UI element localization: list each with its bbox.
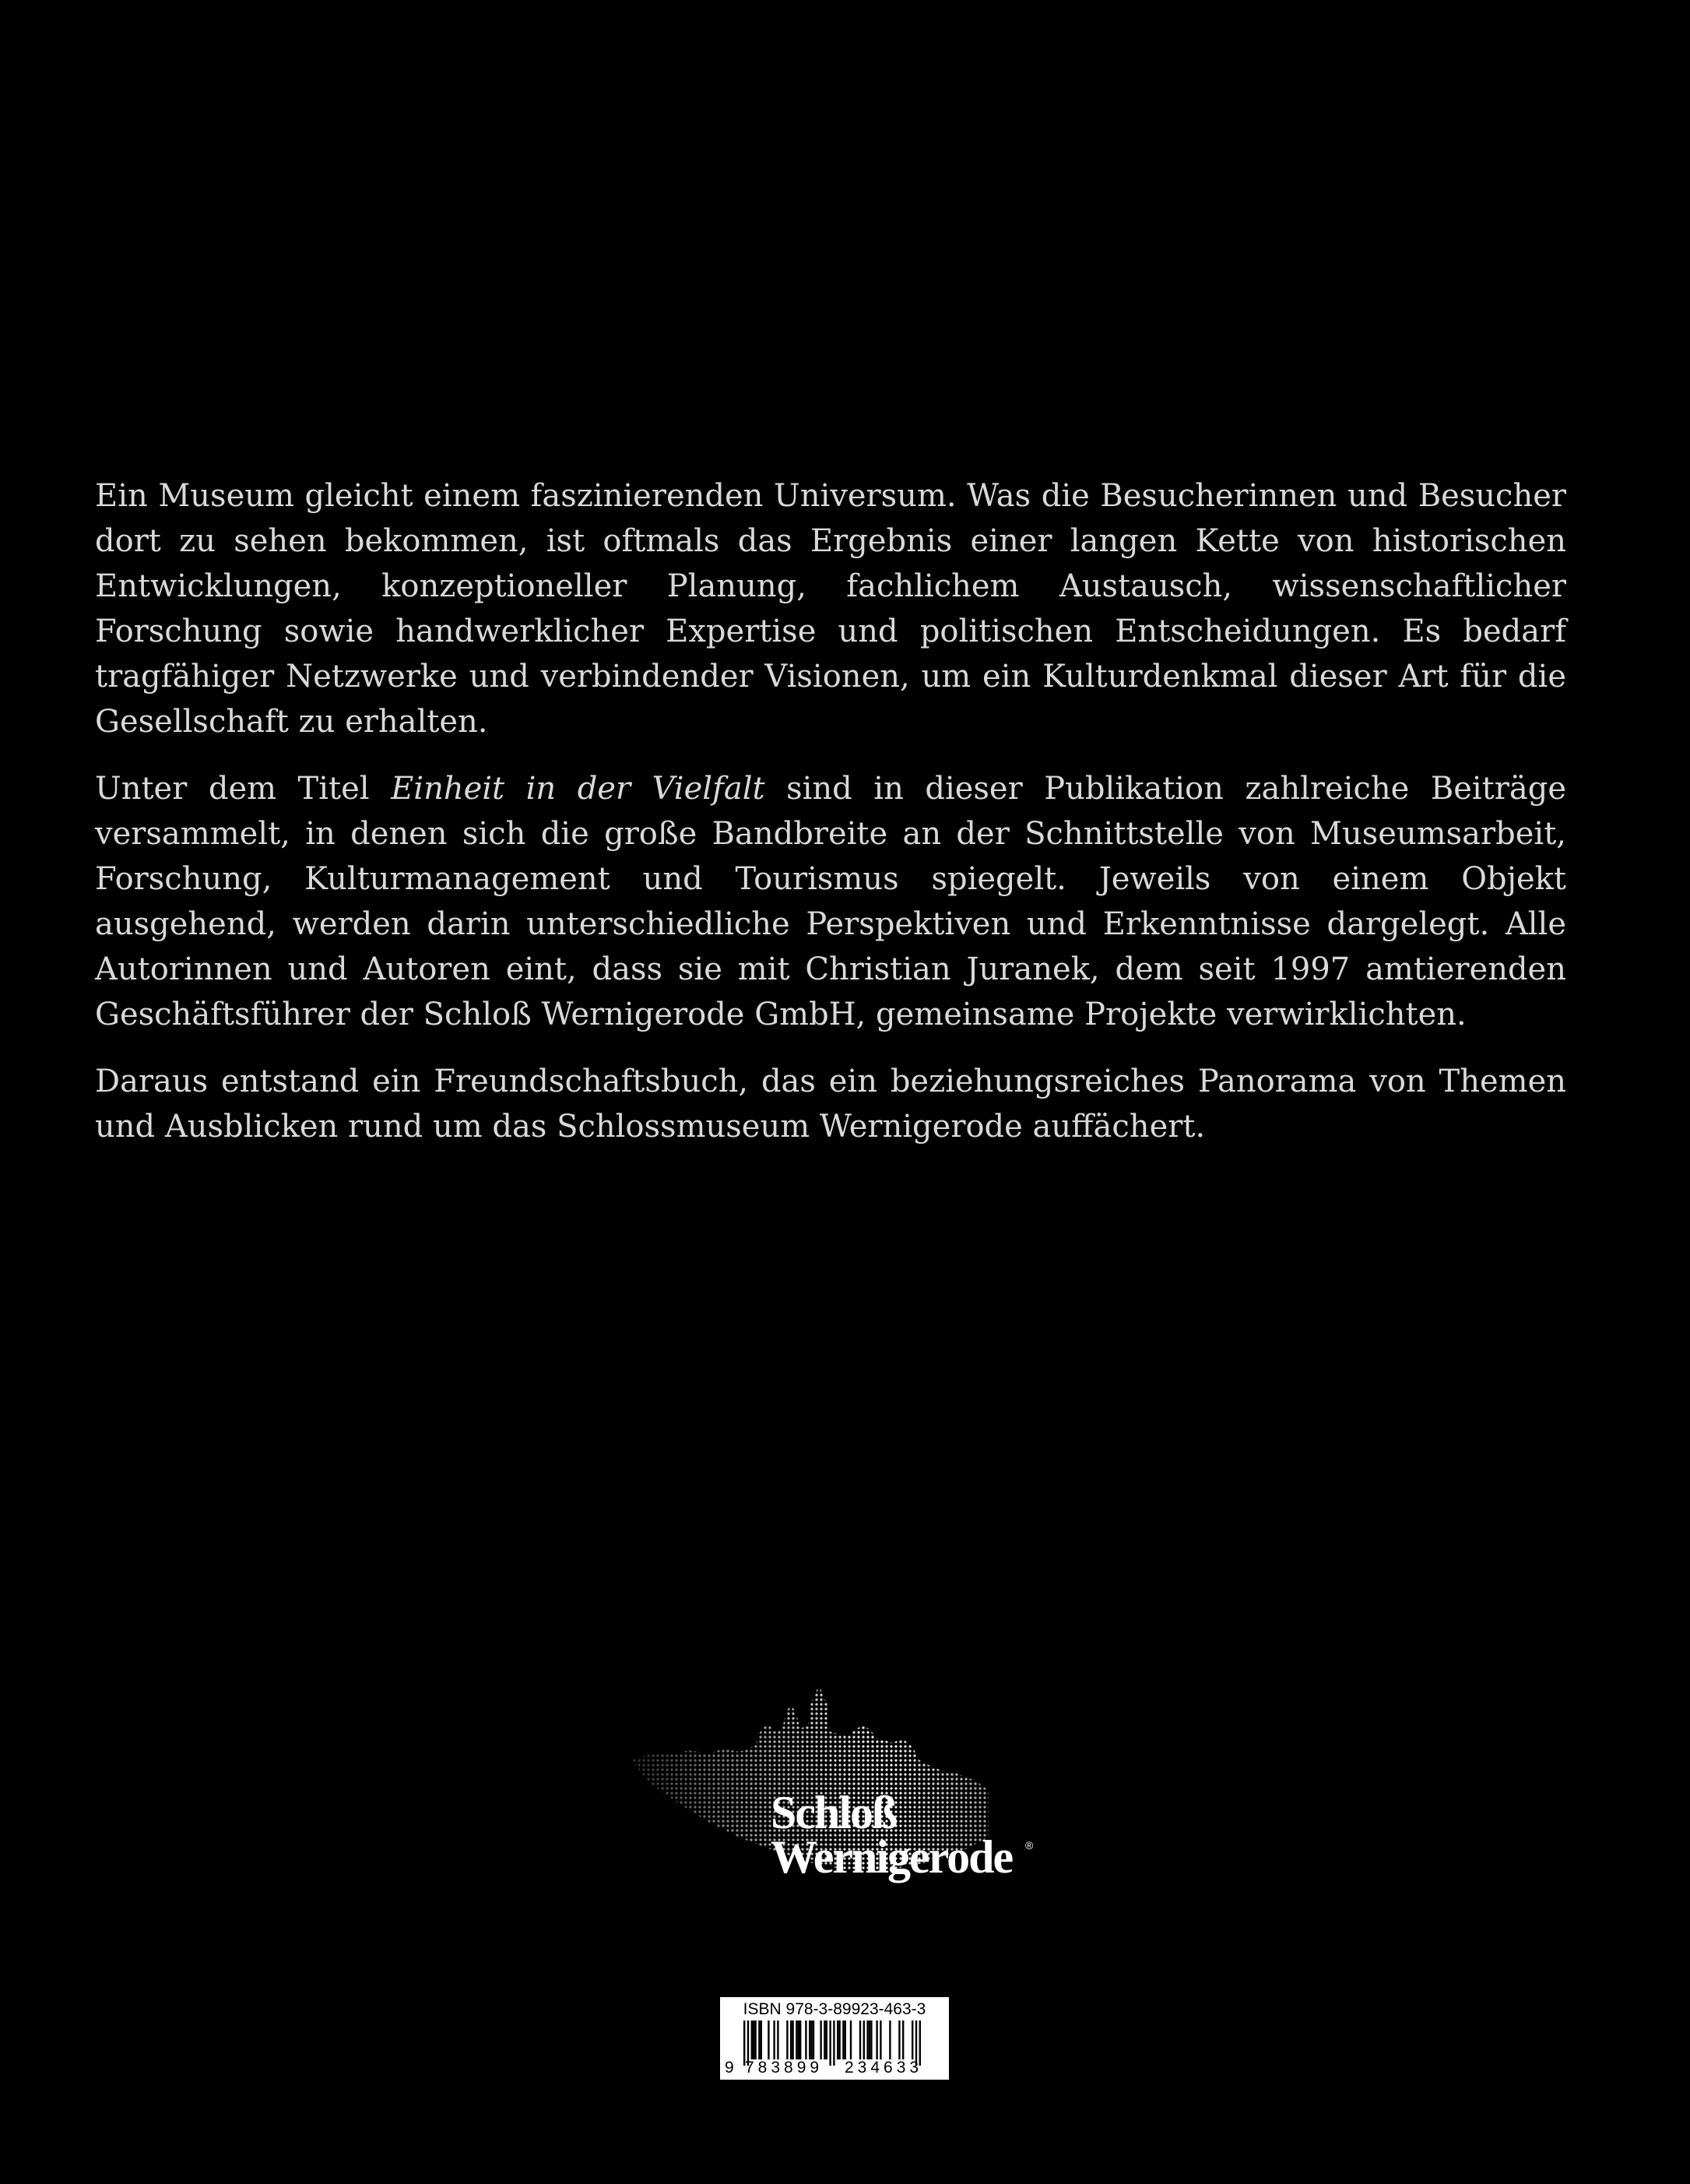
barcode-bar (798, 2020, 799, 2059)
barcode-bar (805, 2020, 806, 2059)
barcode-bar (829, 2020, 831, 2066)
paragraph-2-intro: Unter dem Titel (95, 771, 392, 807)
barcode-bar (898, 2020, 900, 2059)
barcode-bar (758, 2020, 760, 2059)
barcode-bar (859, 2020, 861, 2059)
barcode-bar (826, 2020, 827, 2059)
barcode-bar (790, 2020, 792, 2059)
barcode-bar (833, 2020, 834, 2066)
barcode-bar (824, 2020, 825, 2059)
barcode-bar (761, 2020, 762, 2059)
book-title: Einheit in der Vielfalt (391, 771, 765, 807)
barcode-bar (889, 2020, 891, 2059)
barcode-bar (869, 2020, 870, 2059)
barcode-bar (753, 2020, 754, 2059)
barcode-bar (786, 2020, 788, 2059)
logo-line-schloss: Schloß (771, 1787, 897, 1838)
barcode-bar (792, 2020, 793, 2059)
schloss-wernigerode-logo (623, 1674, 1059, 1915)
paragraph-3: Daraus entstand ein Freundschaftsbuch, das ein beziehungsreiches Panorama von Themen und Ausblicken rund um das Schlossmuseum Wernigerode auffächert. (95, 1064, 1566, 1145)
barcode-bar (842, 2020, 844, 2059)
barcode-bar (837, 2020, 838, 2059)
barcode-bar (810, 2020, 812, 2059)
paragraph-2-rest: sind in dieser Publikation zahlreiche Beiträge versammelt, in denen sich die große Bandbreite an der Schnittstelle von Museumsarbeit, Forschung, Kulturmanagement und Tourismus spiegelt. Jeweils von einem Objekt ausgehend, werden darin unterschiedliche Perspektiven und Erkenntnisse dargelegt. Alle Autorinnen und Autoren eint, dass sie mit Christian Juranek, dem seit 1997 amtierenden Geschäftsführer der Schloß Wernigerode GmbH, gemeinsame Projekte verwirklichten. (95, 771, 1566, 1032)
logo-line-wernigerode: Wernigerode (771, 1831, 1013, 1883)
barcode-bar (796, 2020, 797, 2059)
barcode-first-digit: 9 (725, 2059, 734, 2077)
barcode-bar (773, 2020, 775, 2059)
paragraph-2 (95, 766, 1566, 1037)
paragraph-1: Ein Museum gleicht einem faszinierenden Universum. Was die Besucherinnen und Besucher dort zu sehen bekommen, ist oftmals das Ergebnis einer langen Kette von historischen Entwicklungen, konzeptioneller Planung, fachlichem Austausch, wissenschaftlicher Forschung sowie handwerklicher Expertise und politischen Entscheidungen. Es bedarf tragfähiger Netzwerke und verbindender Visionen, um ein Kulturdenkmal dieser Art für die Gesellschaft zu erhalten. (95, 478, 1566, 740)
barcode-bar (799, 2020, 801, 2059)
barcode-bar (845, 2020, 846, 2059)
barcode-bar (838, 2020, 840, 2059)
isbn-label: ISBN 978-3-89923-463-3 (743, 2000, 926, 2018)
barcode-bar (850, 2020, 852, 2059)
barcode-bar (880, 2020, 881, 2059)
barcode-bar (870, 2020, 872, 2059)
isbn-barcode (720, 1997, 949, 2080)
barcode-bar (876, 2020, 877, 2059)
barcode-bar (768, 2020, 769, 2059)
barcode-left-group: 783899 (745, 2059, 824, 2077)
barcode-bar (777, 2020, 778, 2059)
barcode-right-group: 234633 (845, 2059, 923, 2077)
barcode-bar (902, 2020, 904, 2059)
barcode-bar (912, 2020, 913, 2059)
barcode-bar (809, 2020, 810, 2059)
barcode-bar (863, 2020, 865, 2059)
barcode-bar (754, 2020, 756, 2059)
barcode-bar (820, 2020, 821, 2059)
registered-mark: ® (1025, 1839, 1034, 1852)
barcode-bar (813, 2020, 814, 2059)
back-cover-blurb (95, 473, 1566, 1171)
barcode-bar (866, 2020, 868, 2059)
barcode-bar (751, 2020, 753, 2059)
